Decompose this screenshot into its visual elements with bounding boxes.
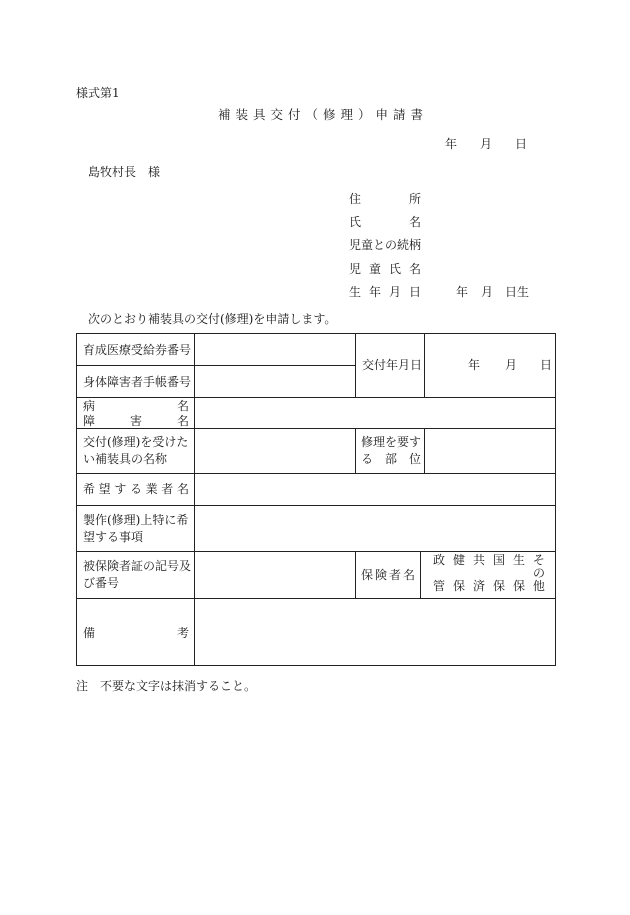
device-name-label-line2: い補装具の名称 — [83, 452, 168, 466]
insurer-type-char: 済 — [472, 579, 485, 593]
date-month: 月 — [480, 137, 493, 151]
device-name-label-line1: 交付(修理)を受けた — [83, 435, 189, 449]
issue-year: 年 — [468, 358, 481, 372]
child-name-char: 児 — [349, 262, 362, 276]
grid-line — [420, 551, 421, 598]
birth-label — [349, 286, 421, 298]
label-char: 保 — [361, 568, 374, 582]
label-char: 部 — [384, 452, 397, 466]
child-name-char: 名 — [408, 262, 421, 276]
birth-day: 日生 — [505, 285, 530, 299]
label-char: 名 — [402, 568, 415, 582]
label-char: 険 — [374, 568, 387, 582]
label-char: る — [129, 482, 142, 496]
insurer-type-char: 他 — [532, 579, 545, 593]
relation-label: 児童との続柄 — [349, 238, 422, 252]
issue-month: 月 — [505, 358, 518, 372]
grid-line — [355, 428, 356, 473]
repair-part-label-line2 — [361, 450, 421, 468]
child-name-char: 氏 — [388, 262, 401, 276]
label-char: 者 — [161, 482, 174, 496]
child-name-label — [349, 263, 421, 275]
grid-line — [77, 505, 555, 506]
label-char: 望 — [98, 482, 111, 496]
insurer-type-char: 管 — [433, 579, 446, 593]
form-number: 様式第1 — [76, 86, 120, 100]
grid-line — [77, 551, 555, 552]
birth-char: 日 — [408, 285, 421, 299]
label-char: る — [361, 452, 374, 466]
special-request-label-line1: 製作(修理)上特に希 — [83, 513, 189, 527]
application-table — [76, 333, 556, 666]
grid-line — [194, 334, 195, 666]
birth-char: 年 — [368, 285, 381, 299]
insurer-type-char: 保 — [452, 579, 465, 593]
label-char: 希 — [83, 482, 96, 496]
label-char: 位 — [408, 452, 421, 466]
footnote: 注 不要な文字は抹消すること。 — [76, 679, 257, 693]
insurer-types-top — [433, 553, 545, 567]
intro-text: 次のとおり補装具の交付(修理)を申請します。 — [88, 312, 337, 326]
label-char: 名 — [176, 399, 189, 413]
address-label-a: 住 — [349, 192, 362, 206]
address-label-b: 所 — [409, 192, 422, 206]
special-request-label-line2: 望する事項 — [83, 530, 144, 544]
label-char: 害 — [129, 414, 142, 428]
disability-name-label — [83, 412, 189, 430]
issue-day: 日 — [540, 358, 553, 372]
name-label-b: 名 — [409, 215, 422, 229]
name-label-a: 氏 — [349, 215, 362, 229]
insurer-type-char: 健 — [452, 553, 465, 567]
medical-ticket-label: 育成医療受給券番号 — [83, 343, 192, 357]
label-char: 者 — [388, 568, 401, 582]
repair-part-label-line1: 修理を要す — [361, 435, 422, 449]
label-char: 名 — [176, 482, 189, 496]
birth-year: 年 — [456, 285, 469, 299]
label-char: 病 — [83, 399, 96, 413]
birth-month: 月 — [481, 285, 494, 299]
label-char: 業 — [145, 482, 158, 496]
insurer-type-char: 保 — [492, 579, 505, 593]
insurer-types-mid: の — [533, 566, 546, 580]
grid-line — [77, 473, 555, 474]
insurer-label — [361, 566, 415, 584]
remarks-label — [83, 624, 189, 642]
grid-line — [355, 334, 356, 397]
grid-line — [355, 551, 356, 598]
label-char: 考 — [176, 626, 189, 640]
birth-char: 生 — [349, 285, 362, 299]
date-year: 年 — [445, 137, 458, 151]
disability-booklet-label: 身体障害者手帳番号 — [83, 375, 192, 389]
insurer-type-char: 生 — [512, 553, 525, 567]
insurer-types-bottom — [433, 579, 545, 593]
grid-line — [424, 334, 425, 397]
vendor-label — [83, 480, 189, 498]
insurer-type-char: 保 — [512, 579, 525, 593]
insurer-type-char: 国 — [492, 553, 505, 567]
page-title: 補装具交付（修理）申請書 — [218, 107, 429, 122]
insurer-type-char: そ — [532, 553, 545, 567]
child-name-char: 童 — [368, 262, 381, 276]
label-char: 名 — [176, 414, 189, 428]
insurer-type-char: 政 — [433, 553, 446, 567]
birth-char: 月 — [388, 285, 401, 299]
grid-line — [77, 598, 555, 599]
date-day: 日 — [515, 137, 528, 151]
insurance-id-label-line1: 被保険者証の記号及 — [83, 559, 192, 573]
addressee: 島牧村長 様 — [88, 165, 161, 179]
issue-date-label: 交付年月日 — [362, 358, 423, 372]
label-char: 障 — [83, 414, 96, 428]
label-char: す — [114, 482, 127, 496]
grid-line — [77, 365, 355, 366]
grid-line — [424, 428, 425, 473]
label-char: 備 — [83, 626, 96, 640]
insurer-type-char: 共 — [472, 553, 485, 567]
insurance-id-label-line2: び番号 — [83, 576, 120, 590]
